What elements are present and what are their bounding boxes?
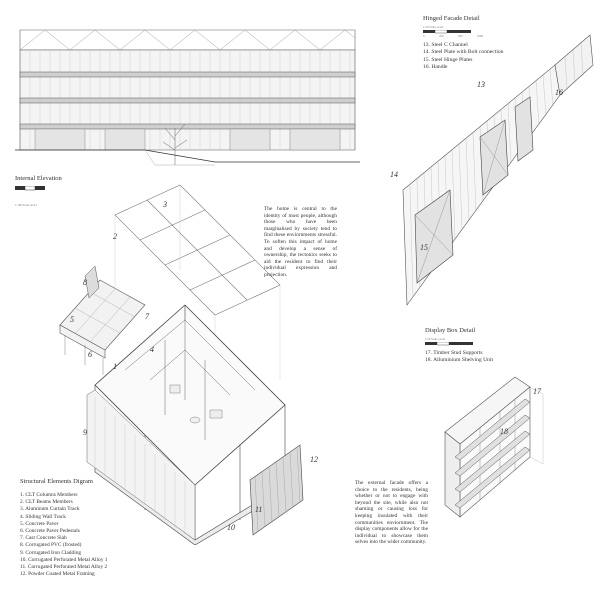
legend-item: 9. Corrugated Iron Cladding [20, 549, 82, 556]
legend-item: 17. Timber Stud Supports [425, 350, 483, 356]
callout-9: 9 [83, 428, 87, 437]
callout-18: 18 [500, 427, 508, 436]
scale-tick: 250 [439, 34, 444, 38]
legend-item: 4. Sliding Wall Track [20, 513, 66, 520]
internal-elevation-drawing [15, 10, 360, 170]
legend-item: 8. Corrugated PVC (frosted) [20, 542, 82, 549]
legend-item: 14. Steel Plate with Bolt connection [423, 49, 504, 56]
display-box-legend [425, 350, 493, 365]
callout-12: 12 [310, 455, 318, 464]
callout-13: 13 [477, 80, 485, 89]
hinged-facade-scale-note: 1:50 Scale on A1 [423, 25, 444, 29]
legend-item: 15. Steel Hinge Plates [423, 56, 473, 63]
legend-item: 10. Corrugated Perforated Metal Alloy 1 [20, 556, 108, 563]
internal-elevation-scale-note: 1:100 Scale on A1 [15, 203, 38, 207]
legend-item: 13. Steel C Channel [423, 42, 468, 48]
structural-legend [20, 492, 107, 578]
display-box-title: Display Box Detail [425, 327, 476, 334]
legend-item: 3. Aluminum Curtain Track [20, 506, 80, 513]
hinged-facade-title: Hinged Facade Detail [423, 15, 480, 22]
callout-7: 7 [145, 312, 149, 321]
structural-title: Structural Elements Digram [20, 478, 93, 485]
display-box-scale-bar [425, 342, 475, 347]
callout-8: 8 [83, 278, 87, 287]
scale-tick: 1000 [477, 34, 483, 38]
scale-tick: 500 [458, 34, 463, 38]
legend-item: 6. Concrete Paver Pedestals [20, 528, 80, 535]
callout-17: 17 [533, 387, 541, 396]
callout-3: 3 [163, 200, 167, 209]
facade-paragraph: The external facade offers a choice to the residents, being whether or not to engage with beyond the site, while also not shaming or causing loss for keeping insulated with their communities enviornment. The display components allow for the individual to showcase them selves into the wider community. [355, 480, 428, 546]
display-box-drawing [435, 372, 545, 522]
callout-14: 14 [390, 170, 398, 179]
callout-5: 5 [70, 315, 74, 324]
callout-16: 16 [555, 88, 563, 97]
callout-6: 6 [88, 350, 92, 359]
legend-item: 1. CLT Columns Members [20, 492, 78, 498]
internal-elevation-title: Internal Elevation [15, 175, 62, 182]
hinged-facade-drawing [395, 25, 595, 310]
legend-item: 5. Concrete Paver [20, 520, 59, 527]
legend-item: 7. Cast Concrete Slab [20, 535, 67, 542]
callout-4: 4 [150, 345, 154, 354]
legend-item: 2. CLT Beams Members [20, 499, 73, 506]
legend-item: 11. Corrugated Perforated Metal Alloy 2 [20, 564, 108, 571]
legend-item: 12. Powder Coated Metal Framing [20, 571, 95, 578]
internal-elevation-scale-bar [15, 186, 55, 196]
structural-isometric-drawing [55, 180, 330, 545]
legend-item: 18. Alluminium Shelving Unit [425, 357, 494, 364]
callout-2: 2 [113, 232, 117, 241]
legend-item: 16. Handle [423, 64, 448, 71]
display-box-scale-note: 1:50 Scale on A1 [425, 337, 446, 341]
scale-tick: 0 [423, 34, 425, 38]
callout-1: 1 [113, 362, 117, 371]
callout-11: 11 [255, 505, 263, 514]
home-paragraph: The home is central to the identity of most people, although those who have been marginalised by society tend to find these enviornments stressful. To soften this impact of home and develop a sense of ownership, the tectonics seeks to aid the resident to find their individual expression and projection. [264, 206, 337, 278]
callout-15: 15 [420, 243, 428, 252]
callout-10: 10 [227, 523, 235, 532]
